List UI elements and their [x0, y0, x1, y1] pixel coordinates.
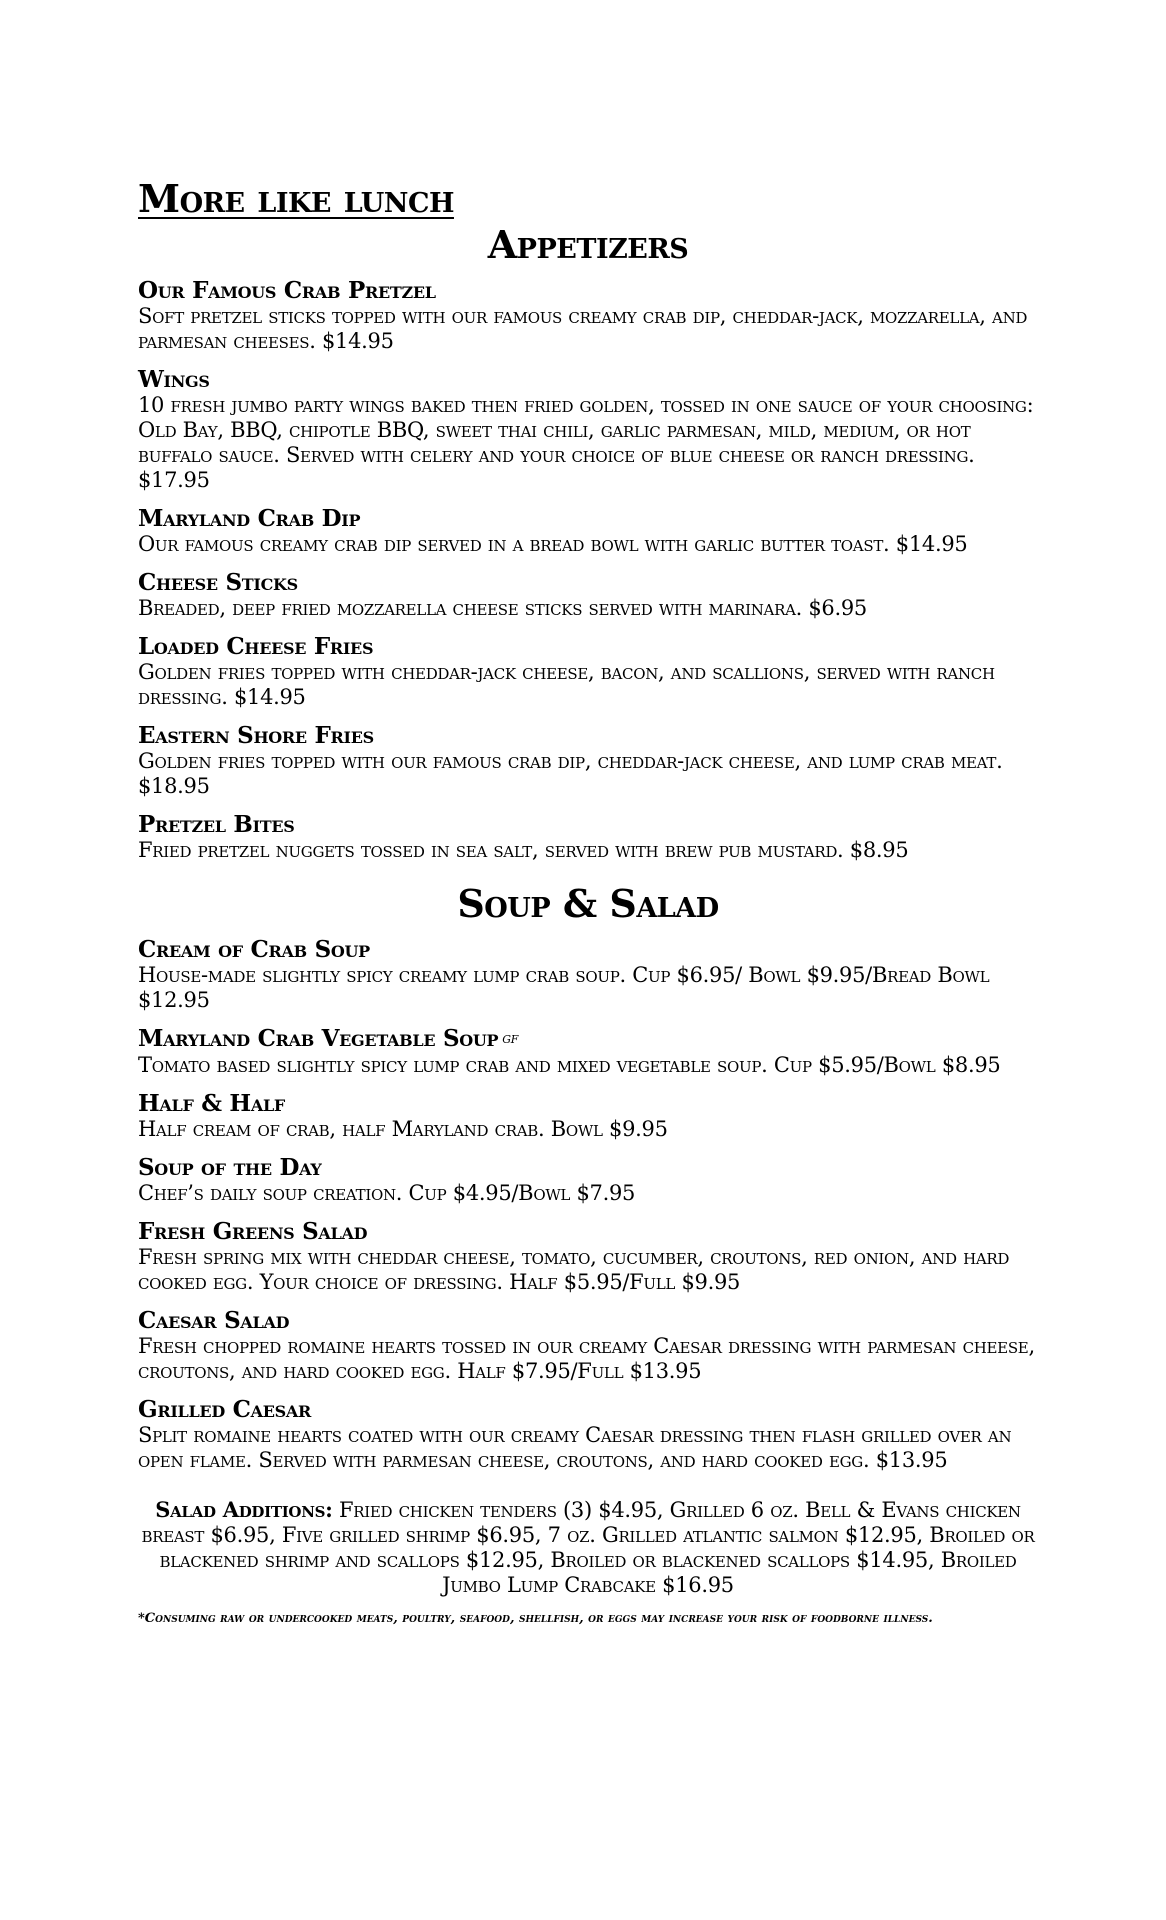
- item-name: Fresh Greens Salad: [138, 1218, 368, 1245]
- item-name: Half & Half: [138, 1090, 285, 1117]
- menu-item: [138, 1026, 1038, 1078]
- menu-item: [138, 1155, 1038, 1206]
- item-name: Wings: [138, 366, 210, 393]
- menu-item: [138, 506, 1038, 557]
- item-name: Grilled Caesar: [138, 1396, 311, 1423]
- item-name: Maryland Crab Vegetable Soup: [138, 1025, 499, 1052]
- item-description: 10 fresh jumbo party wings baked then fried golden, tossed in one sauce of your choosing: Old Bay, BBQ, chipotle BBQ, sweet thai chili, garlic parmesan, mild, medium, or hot buffalo sauce. Served with celery and your choice of blue cheese or ranch dressing. $17.95: [138, 393, 1034, 492]
- appetizers-list: [138, 278, 1038, 863]
- item-name: Soup of the Day: [138, 1154, 322, 1181]
- item-description: Golden fries topped with our famous crab dip, cheddar-jack cheese, and lump crab meat. $18.95: [138, 749, 1003, 798]
- soup-salad-title: Soup & Salad: [457, 881, 719, 926]
- item-name: Cheese Sticks: [138, 569, 298, 596]
- menu-item: [138, 937, 1038, 1013]
- item-name: Eastern Shore Fries: [138, 722, 374, 749]
- menu-item: [138, 278, 1038, 354]
- item-description: Tomato based slightly spicy lump crab and mixed vegetable soup. Cup $5.95/Bowl $8.95: [138, 1053, 1001, 1077]
- item-description: Half cream of crab, half Maryland crab. Bowl $9.95: [138, 1117, 668, 1141]
- item-description: Fried pretzel nuggets tossed in sea salt, served with brew pub mustard. $8.95: [138, 838, 909, 862]
- menu-item: [138, 812, 1038, 863]
- menu-item: [138, 1397, 1038, 1473]
- item-name-row: [138, 1026, 1038, 1053]
- item-name: Maryland Crab Dip: [138, 505, 361, 532]
- menu-item: [138, 367, 1038, 493]
- item-description: Fresh chopped romaine hearts tossed in our creamy Caesar dressing with parmesan cheese, croutons, and hard cooked egg. Half $7.95/Full $13.95: [138, 1334, 1035, 1383]
- menu-item: [138, 634, 1038, 710]
- salad-additions: [138, 1497, 1038, 1598]
- item-description: Fresh spring mix with cheddar cheese, tomato, cucumber, croutons, red onion, and hard cooked egg. Your choice of dressing. Half $5.95/Full $9.95: [138, 1245, 1010, 1294]
- page-heading: More like lunch: [138, 176, 454, 221]
- menu-item: [138, 1308, 1038, 1384]
- item-name: Our Famous Crab Pretzel: [138, 277, 436, 304]
- salad-additions-label: Salad Additions:: [155, 1497, 333, 1522]
- item-name: Loaded Cheese Fries: [138, 633, 374, 660]
- item-description: Soft pretzel sticks topped with our famous creamy crab dip, cheddar-jack, mozzarella, and parmesan cheeses. $14.95: [138, 304, 1028, 353]
- item-description: House-made slightly spicy creamy lump crab soup. Cup $6.95/ Bowl $9.95/Bread Bowl $12.95: [138, 963, 990, 1012]
- food-safety-disclaimer: *Consuming raw or undercooked meats, poultry, seafood, shellfish, or eggs may increase your risk of foodborne illness.: [138, 1611, 933, 1626]
- soup-salad-list: [138, 937, 1038, 1473]
- menu-item: [138, 1219, 1038, 1295]
- salad-additions-text: Fried chicken tenders (3) $4.95, Grilled 6 oz. Bell & Evans chicken breast $6.95, Five grilled shrimp $6.95, 7 oz. Grilled atlantic salmon $12.95, Broiled or blackened shrimp and scallops $12.95, Broiled or blackened scallops $14.95, Broiled Jumbo Lump Crabcake $16.95: [141, 1498, 1035, 1597]
- item-description: Golden fries topped with cheddar-jack cheese, bacon, and scallions, served with ranch dressing. $14.95: [138, 660, 995, 709]
- item-description: Our famous creamy crab dip served in a bread bowl with garlic butter toast. $14.95: [138, 532, 968, 556]
- menu-page: [138, 176, 1038, 1627]
- item-description: Chef’s daily soup creation. Cup $4.95/Bowl $7.95: [138, 1181, 636, 1205]
- item-description: Split romaine hearts coated with our creamy Caesar dressing then flash grilled over an open flame. Served with parmesan cheese, croutons, and hard cooked egg. $13.95: [138, 1423, 1012, 1472]
- menu-item: [138, 1091, 1038, 1142]
- gluten-free-tag: GF: [502, 1033, 519, 1046]
- menu-item: [138, 570, 1038, 621]
- item-name: Pretzel Bites: [138, 811, 295, 838]
- appetizers-title: Appetizers: [487, 222, 689, 267]
- item-name: Cream of Crab Soup: [138, 936, 370, 963]
- item-name: Caesar Salad: [138, 1307, 290, 1334]
- menu-item: [138, 723, 1038, 799]
- item-description: Breaded, deep fried mozzarella cheese sticks served with marinara. $6.95: [138, 596, 867, 620]
